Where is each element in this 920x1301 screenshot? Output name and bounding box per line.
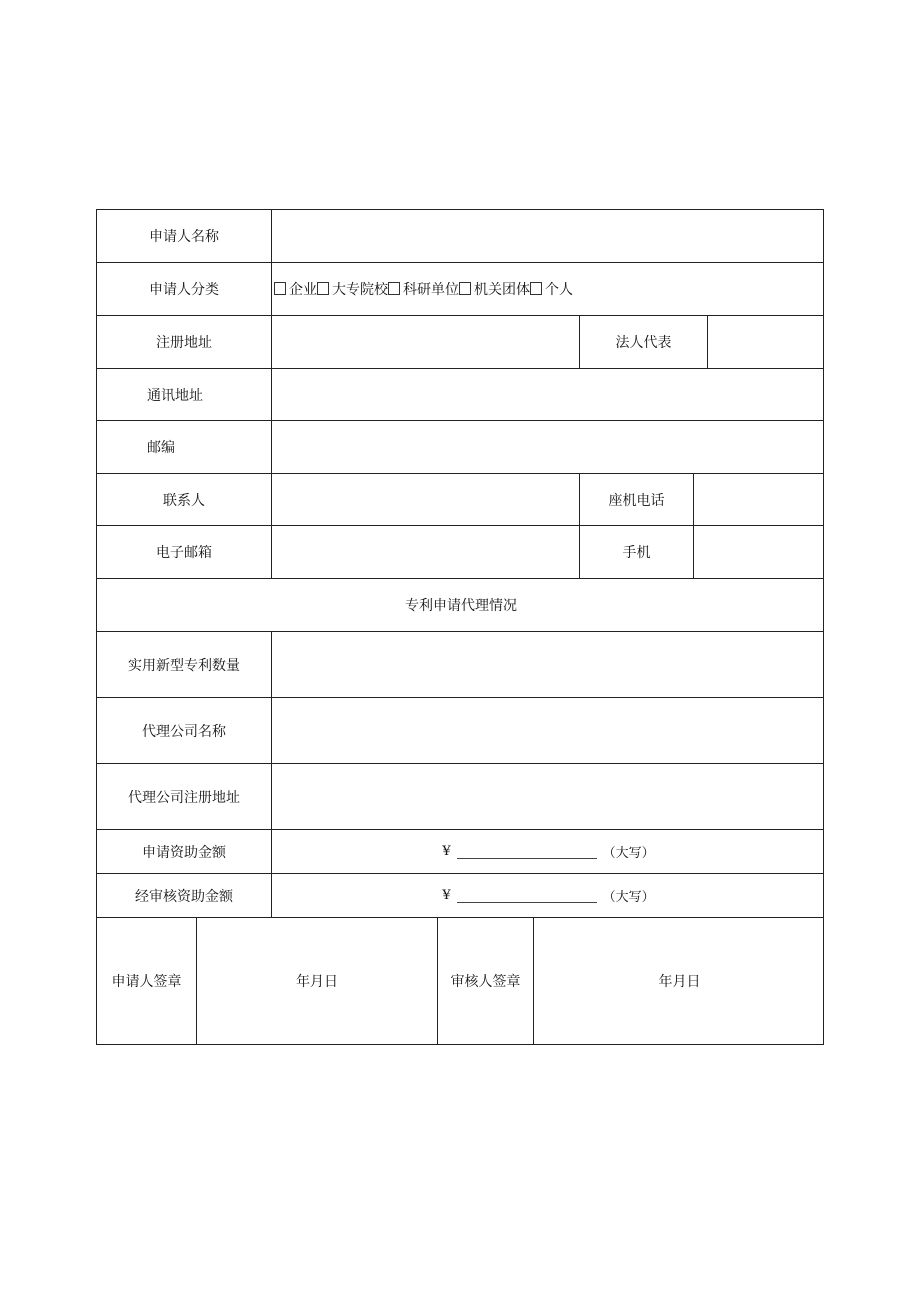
agency-address-label: 代理公司注册地址 [97, 764, 272, 829]
landline-label: 座机电话 [580, 474, 694, 525]
reviewer-sign-date: 年月日 [658, 974, 701, 990]
capital-note: （大写） [602, 846, 655, 861]
requested-amount-line [442, 842, 654, 861]
utility-count-field[interactable] [272, 632, 825, 697]
checkbox-icon[interactable] [274, 282, 286, 295]
legal-rep-label: 法人代表 [580, 316, 708, 368]
requested-amount-input[interactable] [457, 844, 597, 859]
mail-address-field[interactable] [272, 369, 825, 420]
row-applicant-type [97, 263, 823, 316]
mail-address-label: 通讯地址 [97, 369, 272, 420]
row-signatures [97, 918, 823, 1044]
postcode-label: 邮编 [97, 421, 272, 473]
postcode-field[interactable] [272, 421, 825, 473]
option-research-unit[interactable]: 科研单位 [388, 279, 459, 299]
landline-field[interactable] [694, 474, 825, 525]
approved-amount-input[interactable] [457, 888, 597, 903]
option-enterprise[interactable]: 企业 [274, 279, 317, 299]
row-email [97, 526, 823, 579]
reg-address-field[interactable] [272, 316, 580, 368]
applicant-name-field[interactable] [272, 210, 825, 262]
approved-amount-line [442, 886, 654, 905]
row-reg-address [97, 316, 823, 369]
section-title: 专利申请代理情况 [405, 598, 517, 614]
reg-address-label: 注册地址 [97, 316, 272, 368]
agency-address-field[interactable] [272, 764, 825, 829]
applicant-type-options [272, 263, 825, 315]
capital-note: （大写） [602, 890, 655, 905]
applicant-sign-date: 年月日 [296, 974, 338, 990]
option-government[interactable]: 机关团体 [459, 279, 530, 299]
row-agency-name [97, 698, 823, 764]
requested-amount-label: 申请资助金额 [97, 830, 272, 873]
applicant-sign-label: 申请人签章 [97, 918, 197, 1044]
row-postcode [97, 421, 823, 474]
checkbox-icon[interactable] [317, 282, 329, 295]
mobile-field[interactable] [694, 526, 825, 578]
applicant-name-label: 申请人名称 [97, 210, 272, 262]
contact-label: 联系人 [97, 474, 272, 525]
row-requested-amount [97, 830, 823, 874]
email-label: 电子邮箱 [97, 526, 272, 578]
applicant-type-label: 申请人分类 [97, 263, 272, 315]
row-contact [97, 474, 823, 526]
legal-rep-field[interactable] [708, 316, 825, 368]
mobile-label: 手机 [580, 526, 694, 578]
row-utility-count [97, 632, 823, 698]
email-field[interactable] [272, 526, 580, 578]
option-college[interactable]: 大专院校 [317, 279, 388, 299]
currency-symbol: ¥ [442, 888, 451, 903]
checkbox-icon[interactable] [530, 282, 542, 295]
agency-name-label: 代理公司名称 [97, 698, 272, 763]
reviewer-sign-label: 审核人签章 [438, 918, 534, 1044]
row-applicant-name [97, 210, 823, 263]
application-form [96, 209, 824, 1045]
row-approved-amount [97, 874, 823, 918]
approved-amount-label: 经审核资助金额 [97, 874, 272, 917]
row-agency-address [97, 764, 823, 830]
currency-symbol: ¥ [442, 844, 451, 859]
row-section-title [97, 579, 823, 632]
option-individual[interactable]: 个人 [530, 279, 573, 299]
row-mail-address [97, 369, 823, 421]
checkbox-icon[interactable] [388, 282, 400, 295]
checkbox-icon[interactable] [459, 282, 471, 295]
utility-count-label: 实用新型专利数量 [97, 632, 272, 697]
reviewer-sign-field[interactable] [534, 918, 825, 1044]
applicant-sign-field[interactable] [197, 918, 438, 1044]
requested-amount-cell [272, 830, 825, 873]
agency-name-field[interactable] [272, 698, 825, 763]
approved-amount-cell [272, 874, 825, 917]
contact-field[interactable] [272, 474, 580, 525]
